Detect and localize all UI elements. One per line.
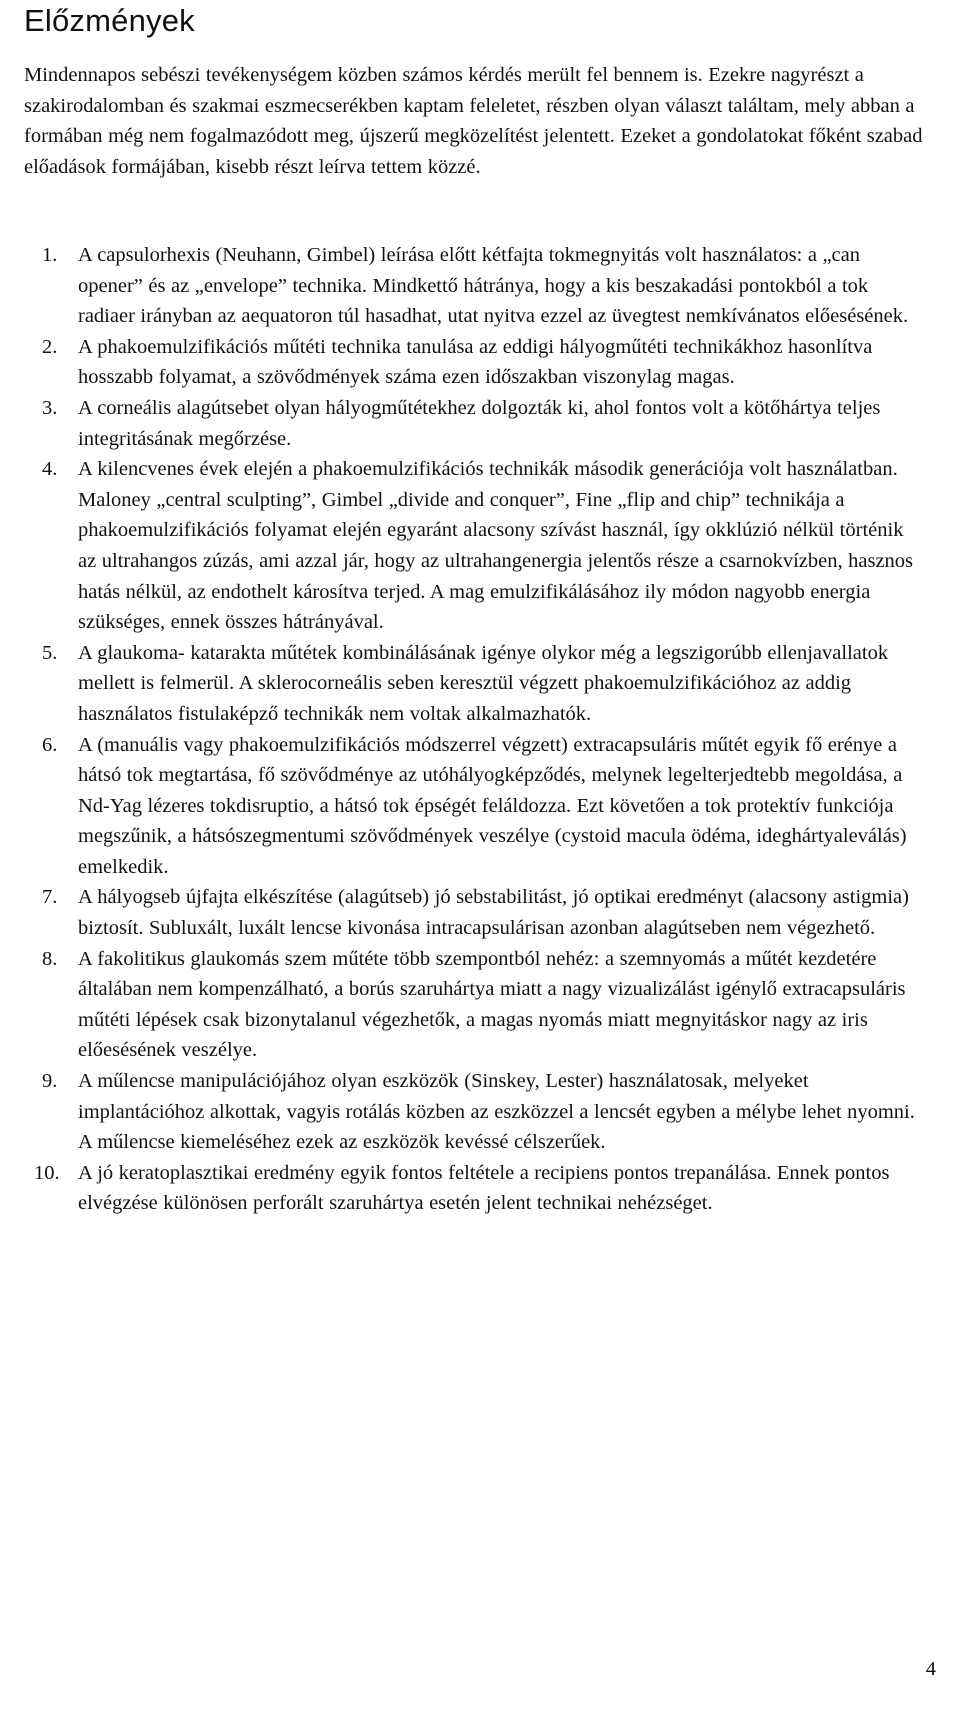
list-item-number: 6. xyxy=(42,733,58,756)
list-item-text: A phakoemulzifikációs műtéti technika tanulása az eddigi hályogműtéti technikákhoz hasonlítva hosszabb folyamat, a szövődmények száma ezen időszakban viszonylag magas. xyxy=(78,335,873,389)
list-item xyxy=(0,454,915,638)
list-item xyxy=(0,638,915,730)
list-item xyxy=(0,393,915,454)
page-number: 4 xyxy=(925,1658,936,1680)
list-item-text: A hályogseb újfajta elkészítése (alagútseb) jó sebstabilitást, jó optikai eredményt (alacsony astigmia) biztosít. Subluxált, luxált lencse kivonása intracapsulárisan azonban alagútseben nem végezhető. xyxy=(78,886,909,940)
list-item-text: A glaukoma- katarakta műtétek kombinálásának igénye olykor még a legszigorúbb ellenjavallatok mellett is felmerül. A sklerocorneális seben keresztül végzett phakoemulzifikációhoz az addig használatos fistulaképző technikák nem voltak alkalmazhatók. xyxy=(78,641,889,725)
list-item-number: 9. xyxy=(42,1070,58,1093)
list-item-number: 5. xyxy=(42,641,58,664)
list-item-text: A (manuális vagy phakoemulzifikációs módszerrel végzett) extracapsuláris műtét egyik fő erénye a hátsó tok megtartása, fő szövődménye az utóhályogképződés, melynek legelterjedtebb megoldása, a Nd-Yag lézeres tokdisruptio, a hátsó tok épségét feláldozza. Ezt követően a tok protektív funkciója megszűnik, a hátsószegmentumi szövődmények veszélye (cystoid macula ödéma, ideghártyaleválás) emelkedik. xyxy=(78,733,907,878)
list-item-text: A capsulorhexis (Neuhann, Gimbel) leírása előtt kétfajta tokmegnyitás volt használatos: a „can opener” és az „envelope” technika. Mindkettő hátránya, hogy a kis beszakadási pontokból a tok radiaer irányban az aequatoron túl hasadhat, utat nyitva ezzel az üvegtest nemkívánatos előesésének. xyxy=(78,244,909,328)
list-item-number: 10. xyxy=(34,1161,60,1184)
list-item-text: A corneális alagútsebet olyan hályogműtétekhez dolgozták ki, ahol fontos volt a kötőhártya teljes integritásának megőrzése. xyxy=(78,396,881,450)
list-item-number: 8. xyxy=(42,947,58,970)
list-item-number: 3. xyxy=(42,396,58,419)
list-item xyxy=(0,240,915,332)
list-item-number: 1. xyxy=(42,244,58,266)
list-item xyxy=(0,730,915,883)
list-item xyxy=(0,882,915,943)
list-item xyxy=(0,944,915,1066)
intro-paragraph: Mindennapos sebészi tevékenységem közben számos kérdés merült fel bennem is. Ezekre nagyrészt a szakirodalomban és szakmai eszmecserékben kaptam feleletet, részben olyan választ találtam, mely abban a formában még nem fogalmazódott meg, újszerű megközelítést jelentett. Ezeket a gondolatokat főként szabad előadások formájában, kisebb részt leírva tettem közzé. xyxy=(24,64,923,178)
list-item-text: A fakolitikus glaukomás szem műtéte több szempontból nehéz: a szemnyomás a műtét kezdetére általában nem kompenzálható, a borús szaruhártya miatt a nagy vizualizálást igénylő extracapsuláris műtéti lépések csak bizonytalanul végezhetők, a magas nyomás miatt megnyitáskor nagy az iris előesésének veszélye. xyxy=(78,947,906,1062)
list-item xyxy=(0,332,915,393)
list-item-text: A kilencvenes évek elején a phakoemulzifikációs technikák második generációja volt használatban. Maloney „central sculpting”, Gimbel „divide and conquer”, Fine „flip and chip” technikája a phakoemulzifikációs folyamat elején egyaránt alacsony szívást használ, így okklúzió nélkül történik az ultrahangos zúzás, ami azzal jár, hogy az ultrahangenergia jelentős része a csarnokvízben, hasznos hatás nélkül, az endothelt károsítva terjed. A mag emulzifikálásához ily módon nagyobb energia szükséges, ennek összes hátrányával. xyxy=(78,458,914,634)
list-item xyxy=(0,1066,915,1158)
list-item-number: 2. xyxy=(42,335,58,358)
list-item xyxy=(0,1158,915,1219)
list-item-text: A műlencse manipulációjához olyan eszközök (Sinskey, Lester) használatosak, melyeket implantációhoz alkottak, vagyis rotálás közben az eszközzel a lencsét egyben a mélybe lehet nyomni. A műlencse kiemeléséhez ezek az eszközök kevéssé célszerűek. xyxy=(78,1070,915,1154)
list-item-text: A jó keratoplasztikai eredmény egyik fontos feltétele a recipiens pontos trepanálása. Ennek pontos elvégzése különösen perforált szaruhártya esetén jelent technikai nehézséget. xyxy=(78,1161,890,1215)
numbered-list xyxy=(0,240,960,1219)
list-item-number: 7. xyxy=(42,886,58,909)
section-heading: Előzmények xyxy=(24,3,195,38)
list-item-number: 4. xyxy=(42,458,58,481)
